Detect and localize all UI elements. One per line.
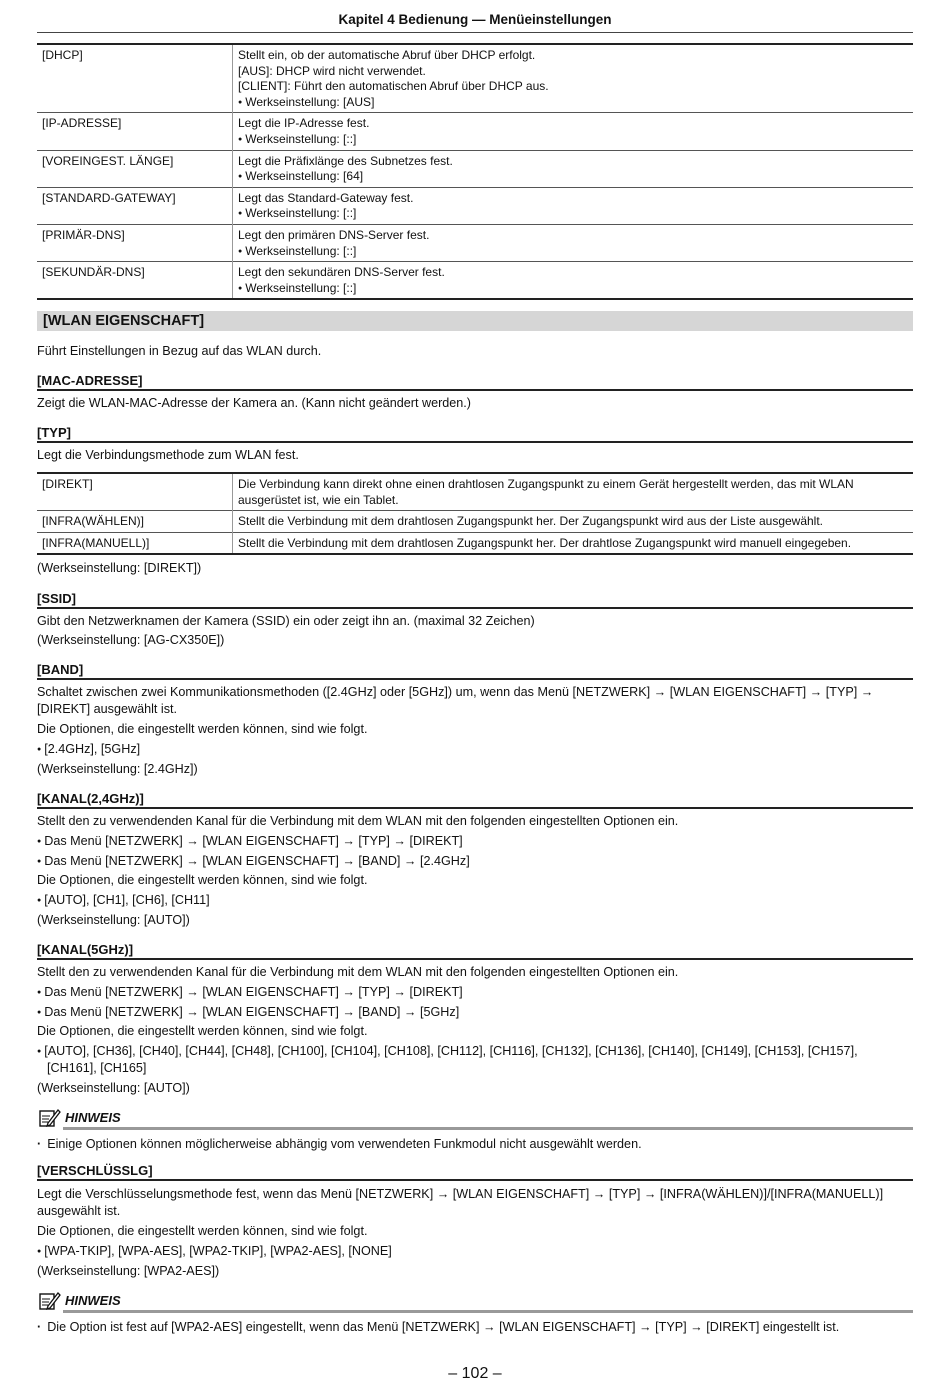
vs-options-line (37, 1243, 913, 1260)
band-text-2: [DIREKT] ausgewählt ist. (37, 702, 177, 716)
table-row (37, 187, 913, 224)
setting-name: [INFRA(WÄHLEN)] (37, 511, 233, 533)
k5-options-2: [CH161], [CH165] (47, 1061, 147, 1075)
setting-description: Legt die Präfixlänge des Subnetzes fest. ● Werkseinstellung: [64] (233, 150, 914, 187)
vs-default: (Werkseinstellung: [WPA2-AES]) (37, 1264, 220, 1278)
k24-bullet-1: ● Das Menü [NETZWERK] → [WLAN EIGENSCHAFT] → [TYP] → [DIREKT] (37, 834, 463, 848)
vs-options: ● [WPA-TKIP], [WPA-AES], [WPA2-TKIP], [WPA2-AES], [NONE] (37, 1244, 392, 1258)
default-value: ● Werkseinstellung: [::] (238, 244, 908, 260)
table-row (37, 224, 913, 261)
note-label: HINWEIS (65, 1293, 121, 1308)
k24-text-2: Die Optionen, die eingestellt werden können, sind wie folgt. (37, 873, 368, 887)
note-pencil-icon (39, 1108, 61, 1128)
heading-typ: [TYP] (37, 425, 913, 443)
typ-text: Legt die Verbindungsmethode zum WLAN fest. (37, 448, 299, 462)
k5-default: (Werkseinstellung: [AUTO]) (37, 1081, 190, 1095)
table-row (37, 532, 913, 554)
k5-options-1: ● [AUTO], [CH36], [CH40], [CH44], [CH48], [CH100], [CH104], [CH108], [CH112], [CH116], [CH132], [CH136], [CH140], [CH149], [CH153], [CH157], (37, 1044, 858, 1058)
default-value: ● Werkseinstellung: [::] (238, 206, 908, 222)
default-value: ● Werkseinstellung: [64] (238, 169, 908, 185)
table-row (37, 150, 913, 187)
table-row (37, 511, 913, 533)
table-row (37, 113, 913, 150)
k24-default: (Werkseinstellung: [AUTO]) (37, 913, 190, 927)
band-options: ● [2.4GHz], [5GHz] (37, 742, 140, 756)
page-header: Kapitel 4 Bedienung — Menüeinstellungen (338, 12, 612, 27)
typ-table (37, 472, 913, 555)
note-block-1 (37, 1108, 913, 1130)
k5-bullet-2: ● Das Menü [NETZWERK] → [WLAN EIGENSCHAFT] → [BAND] → [5GHz] (37, 1005, 459, 1019)
setting-description: Legt den sekundären DNS-Server fest. ● Werkseinstellung: [::] (233, 262, 914, 300)
note-rule (63, 1310, 913, 1313)
k24-bullet-1-line (37, 833, 913, 850)
band-options-line (37, 741, 913, 758)
k24-options: ● [AUTO], [CH1], [CH6], [CH11] (37, 893, 210, 907)
setting-description: Legt das Standard-Gateway fest. ● Werkseinstellung: [::] (233, 187, 914, 224)
default-value: ● Werkseinstellung: [AUS] (238, 95, 908, 111)
setting-description: Stellt die Verbindung mit dem drahtlosen Zugangspunkt her. Der Zugangspunkt wird aus der Liste ausgewählt. (238, 514, 824, 529)
note-label: HINWEIS (65, 1110, 121, 1125)
heading-kanal-24: [KANAL(2,4GHz)] (37, 791, 913, 809)
table-row (37, 44, 913, 113)
page-number: – 102 – (448, 1365, 502, 1382)
dhcp-settings-table (37, 43, 913, 300)
k5-bullet-2-line (37, 1004, 913, 1021)
setting-name: [PRIMÄR-DNS] (37, 224, 233, 261)
setting-description: Stellt die Verbindung mit dem drahtlosen Zugangspunkt her. Der drahtlose Zugangspunkt wird manuell eingegeben. (238, 535, 852, 550)
note-2-text: · Die Option ist fest auf [WPA2-AES] eingestellt, wenn das Menü [NETZWERK] → [WLAN EIGENSCHAFT] → [TYP] → [DIREKT] eingestellt ist. (37, 1319, 913, 1336)
setting-name: [STANDARD-GATEWAY] (37, 187, 233, 224)
k24-bullet-2: ● Das Menü [NETZWERK] → [WLAN EIGENSCHAFT] → [BAND] → [2.4GHz] (37, 854, 470, 868)
k24-options-line (37, 892, 913, 909)
setting-name: [DIREKT] (37, 473, 233, 511)
vs-text-3: Die Optionen, die eingestellt werden können, sind wie folgt. (37, 1224, 368, 1238)
default-value: ● Werkseinstellung: [::] (238, 281, 908, 297)
k5-text: Stellt den zu verwendenden Kanal für die Verbindung mit dem WLAN mit den folgenden eingestellten Optionen ein. (37, 965, 679, 979)
mac-text: Zeigt die WLAN-MAC-Adresse der Kamera an. (Kann nicht geändert werden.) (37, 396, 471, 410)
note-rule (63, 1127, 913, 1130)
k5-bullet-1: ● Das Menü [NETZWERK] → [WLAN EIGENSCHAFT] → [TYP] → [DIREKT] (37, 985, 463, 999)
wlan-intro: Führt Einstellungen in Bezug auf das WLAN durch. (37, 344, 322, 358)
note-block-2 (37, 1291, 913, 1313)
heading-verschluesslg: [VERSCHLÜSSLG] (37, 1163, 913, 1181)
table-row (37, 262, 913, 300)
k5-bullet-1-line (37, 984, 913, 1001)
heading-mac-address: [MAC-ADRESSE] (37, 373, 913, 391)
section-title-wlan: [WLAN EIGENSCHAFT] (37, 311, 913, 331)
vs-text-1: Legt die Verschlüsselungsmethode fest, wenn das Menü [NETZWERK] → [WLAN EIGENSCHAFT] → [TYP] → [INFRA(WÄHLEN)]/[INFRA(MANUELL)] (37, 1187, 884, 1201)
k24-bullet-2-line (37, 853, 913, 870)
band-text-1: Schaltet zwischen zwei Kommunikationsmethoden ([2.4GHz] oder [5GHz]) um, wenn das Menü [NETZWERK] → [WLAN EIGENSCHAFT] → [TYP] → (37, 685, 874, 699)
k5-text-2: Die Optionen, die eingestellt werden können, sind wie folgt. (37, 1024, 368, 1038)
setting-description: Legt die IP-Adresse fest. ● Werkseinstellung: [::] (233, 113, 914, 150)
heading-band: [BAND] (37, 662, 913, 680)
vs-text-2: ausgewählt ist. (37, 1204, 121, 1218)
band-text-3: Die Optionen, die eingestellt werden können, sind wie folgt. (37, 722, 368, 736)
header-rule (37, 32, 913, 33)
k5-options-line (37, 1043, 913, 1060)
setting-description: Legt den primären DNS-Server fest. ● Werkseinstellung: [::] (233, 224, 914, 261)
band-default: (Werkseinstellung: [2.4GHz]) (37, 762, 198, 776)
setting-name: [DHCP] (37, 44, 233, 113)
typ-default: (Werkseinstellung: [DIREKT]) (37, 561, 202, 575)
ssid-default: (Werkseinstellung: [AG-CX350E]) (37, 633, 225, 647)
setting-name: [SEKUNDÄR-DNS] (37, 262, 233, 300)
note-1-text: · Einige Optionen können möglicherweise abhängig vom verwendeten Funkmodul nicht ausgewählt werden. (37, 1136, 913, 1153)
setting-name: [IP-ADRESSE] (37, 113, 233, 150)
heading-kanal-5: [KANAL(5GHz)] (37, 942, 913, 960)
k24-text: Stellt den zu verwendenden Kanal für die Verbindung mit dem WLAN mit den folgenden eingestellten Optionen ein. (37, 814, 679, 828)
ssid-text: Gibt den Netzwerknamen der Kamera (SSID) ein oder zeigt ihn an. (maximal 32 Zeichen) (37, 614, 535, 628)
table-row (37, 473, 913, 511)
setting-name: [VOREINGEST. LÄNGE] (37, 150, 233, 187)
default-value: ● Werkseinstellung: [::] (238, 132, 908, 148)
heading-ssid: [SSID] (37, 591, 913, 609)
setting-description: Stellt ein, ob der automatische Abruf über DHCP erfolgt. [AUS]: DHCP wird nicht verwendet. [CLIENT]: Führt den automatischen Abruf über DHCP aus. ● Werkseinstellung: [AUS] (233, 44, 914, 113)
setting-name: [INFRA(MANUELL)] (37, 532, 233, 554)
note-pencil-icon (39, 1291, 61, 1311)
setting-description: Die Verbindung kann direkt ohne einen drahtlosen Zugangspunkt zu einem Gerät hergestellt werden, das mit WLAN ausgerüstet ist, wie ein Tablet. (238, 477, 854, 507)
